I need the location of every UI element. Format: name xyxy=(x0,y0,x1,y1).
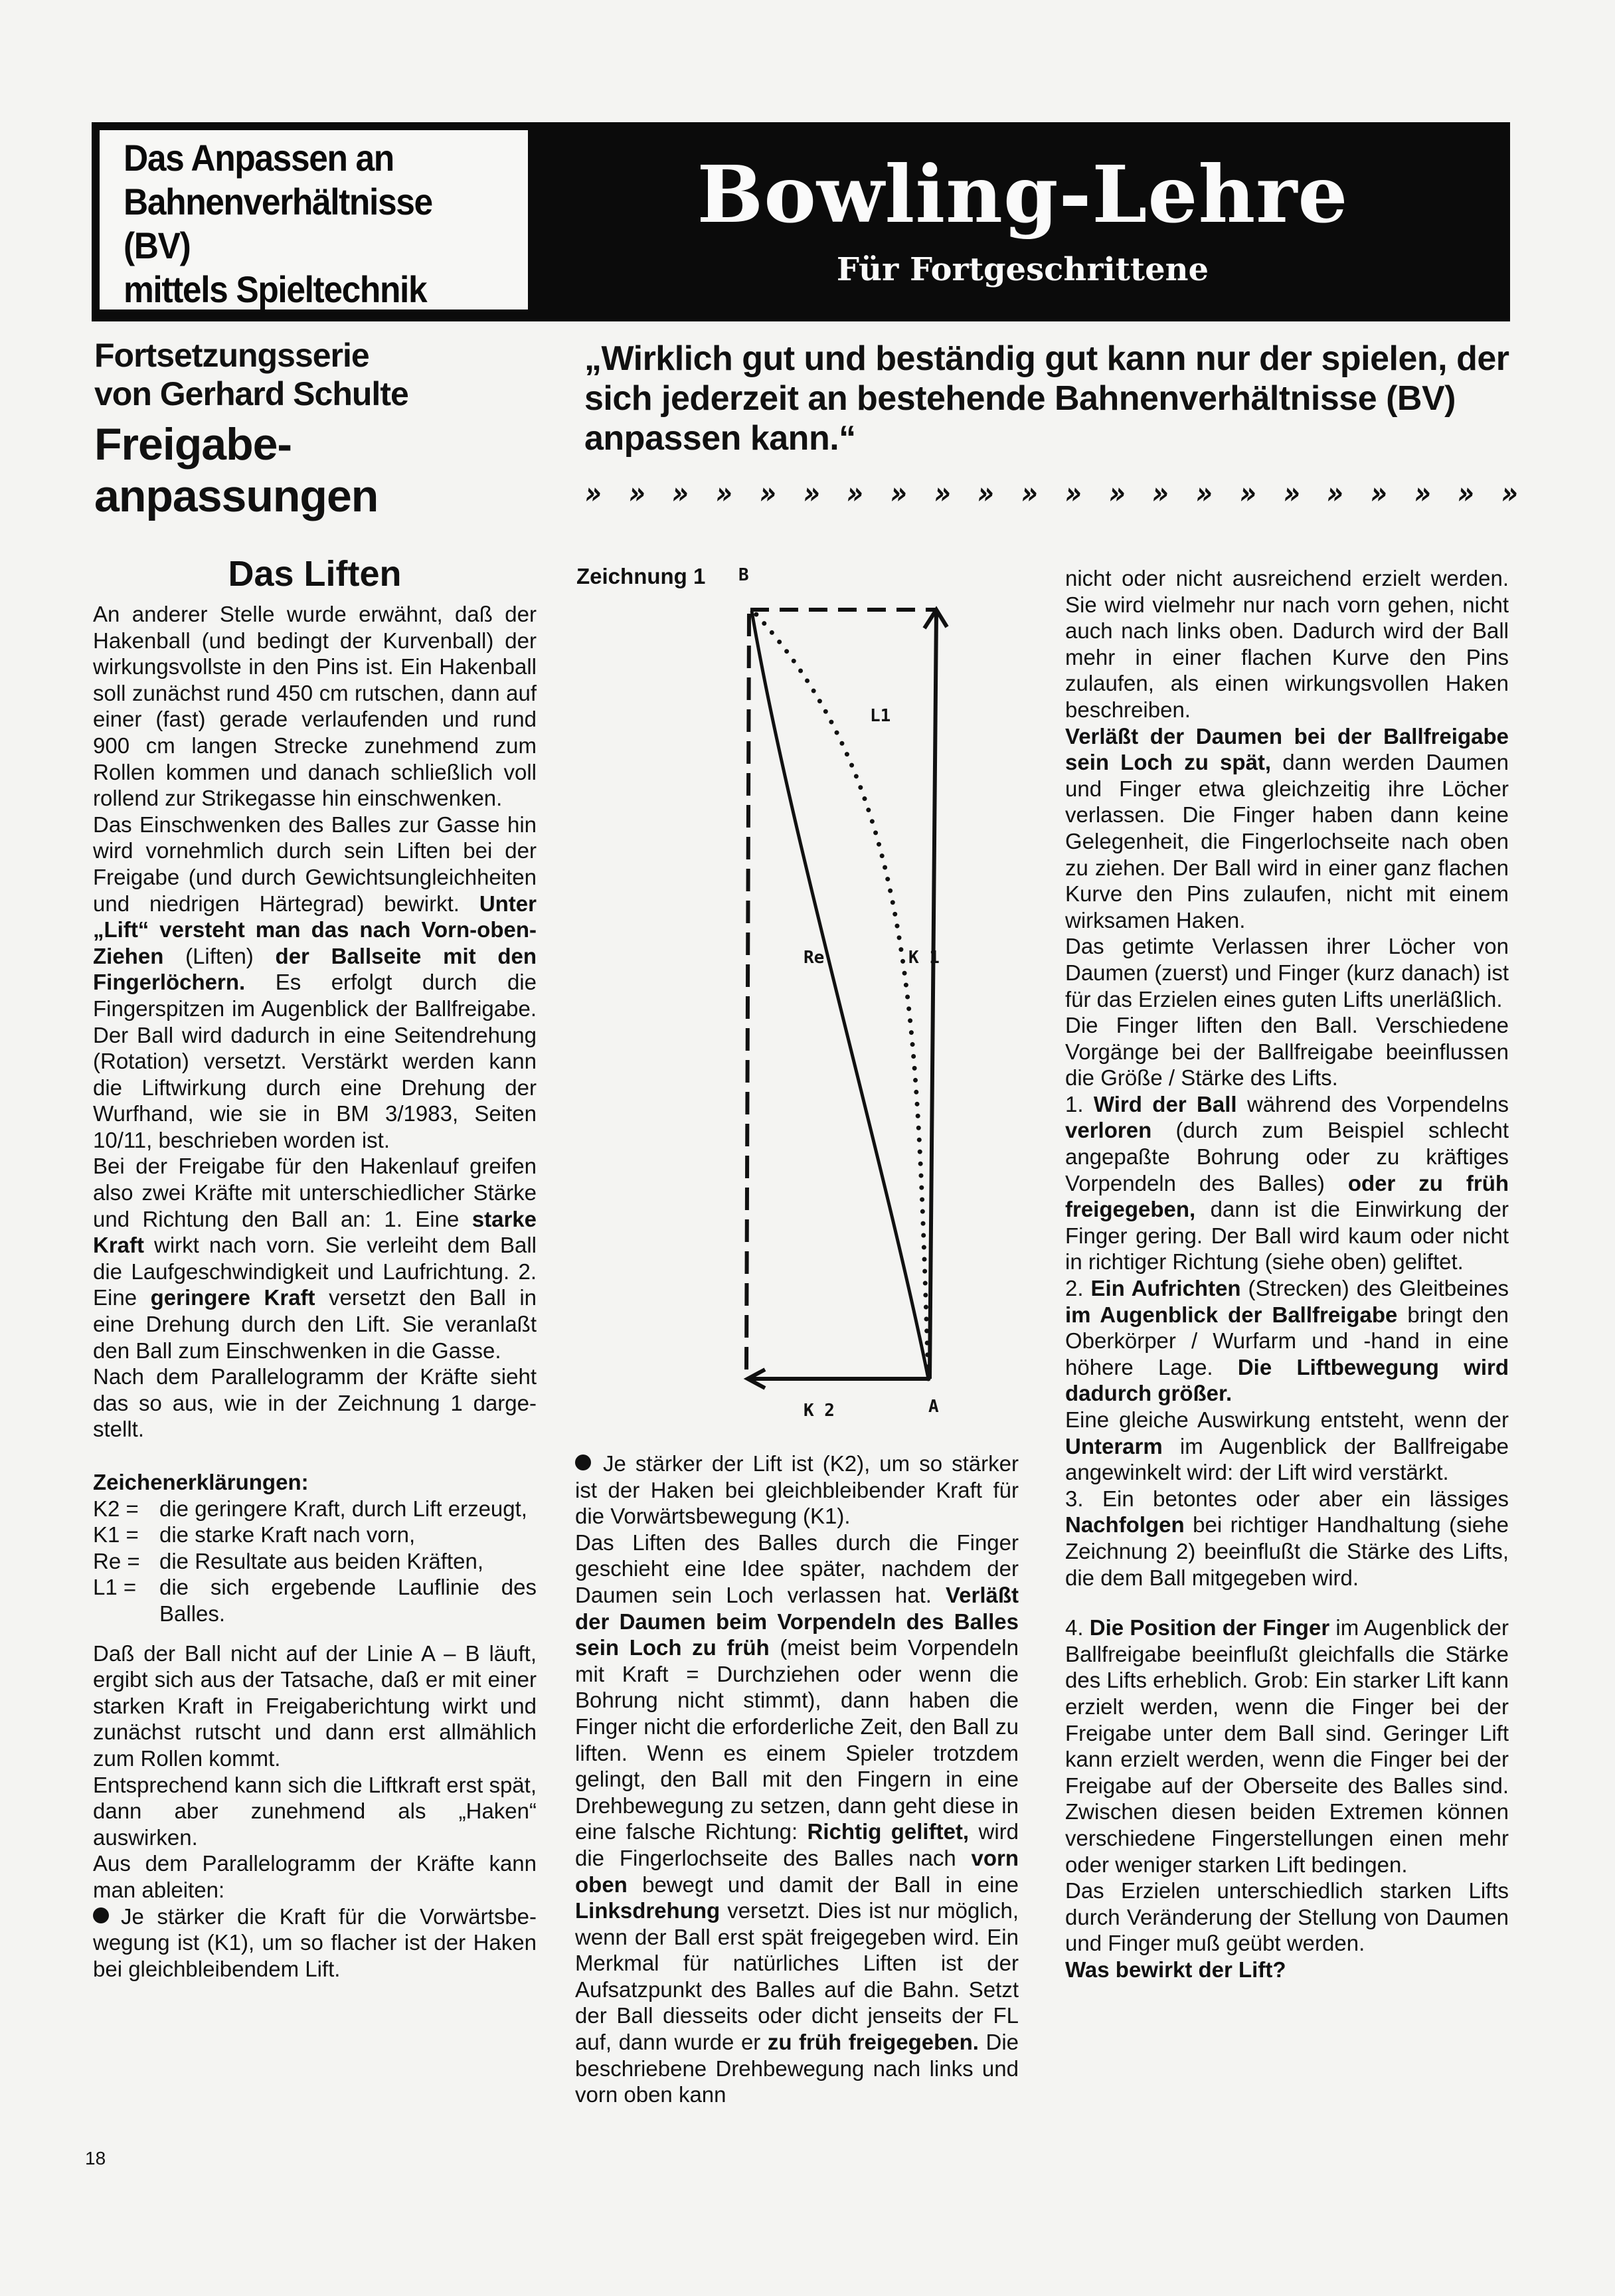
chevron-icon: » xyxy=(843,475,862,511)
bullet-icon xyxy=(93,1907,109,1923)
chevron-divider xyxy=(582,473,1517,513)
chevron-icon: » xyxy=(800,475,818,511)
bold-text: geringere Kraft xyxy=(150,1285,315,1310)
bullet-item xyxy=(575,1451,1019,1530)
text-run: wirkt nach vorn. Sie verleiht dem Ball die Laufgeschwindigkeit und Laufrichtung. 2. Eine xyxy=(93,1233,537,1310)
chevron-icon: » xyxy=(582,475,600,511)
pull-quote: „Wirklich gut und beständig gut kann nur der spielen, der sich jederzeit an bestehende Bahnenverhältnisse (BV) anpassen kann.“ xyxy=(584,339,1509,458)
label-l1: L1 xyxy=(870,706,891,726)
point-b-label: B xyxy=(738,565,749,585)
text-run: während des Vorpendelns xyxy=(1236,1091,1509,1116)
text-run: bei richtiger Handhaltung (siehe Zeichnung 2) beeinflußt die Stärke des Lifts, die dem Ball mitgegeben wird. xyxy=(1065,1512,1509,1590)
text-run: 4. xyxy=(1065,1615,1090,1640)
text-run: (Strecken) des Gleitbeines xyxy=(1240,1276,1509,1301)
header-topic-line: (BV) xyxy=(124,224,191,266)
page-title: Bowling-Lehre xyxy=(697,148,1349,240)
text-run: (meist beim Vorpendeln mit Kraft = Durchziehen oder wenn die Bohrung nicht stimmt), dann haben die Finger nicht die erforderliche Zeit, den Ball zu liften. Wenn es einem Spieler trotzdem gelingt, den Ball mit den Fingern in eine Drehbewegung zu setzen, dann geht diese in eine falsche Richtung: xyxy=(575,1635,1019,1844)
text-run: dann ist die Einwirkung der Finger gering. Der Ball wird kaum oder nicht in richtiger Richtung (siehe oben) geliftet. xyxy=(1065,1197,1509,1275)
chevron-icon: » xyxy=(975,475,993,511)
chevron-icon: » xyxy=(1018,475,1037,511)
chevron-icon: » xyxy=(1411,475,1429,511)
text-run: im Augenblick der Ballfreigabe angewinkelt wird: der Lift wird verstärkt. xyxy=(1065,1433,1509,1485)
column-2 xyxy=(575,1451,1019,2108)
label-k2: K 2 xyxy=(804,1401,835,1421)
text-run: versetzt den Ball in eine Drehung durch den Lift. Sie veranlaßt den Ball zum Einschwenken in die Gasse. xyxy=(93,1285,537,1363)
bold-text: Nachfolgen xyxy=(1065,1512,1185,1538)
header-topic-line: mittels Spieltechnik xyxy=(124,268,427,310)
legend-row xyxy=(93,1574,537,1627)
text-run: Das Einschwenken des Balles zur Gasse hin wird vornehmlich durch sein Liften bei der Freigabe (und durch Gewichtsungleichheiten und niedrigen Härtegrad) bewirkt. xyxy=(93,812,537,916)
chevron-icon: » xyxy=(756,475,774,511)
legend-key: K1 = xyxy=(93,1522,139,1547)
paragraph: nicht oder nicht ausreichend erzielt werden. Sie wird vielmehr nur nach vorn gehen, nicht auch nach links oben. Dadurch wird der Ball mehr in einer flachen Kurve den Pins zulaufen, als einen wirkungsvollen Haken beschreiben. xyxy=(1065,566,1509,722)
text-run: Bei der Freigabe für den Hakenlauf greifen also zwei Kräfte mit unterschiedlicher Stärke und Richtung den Ball an: 1. Eine xyxy=(93,1154,537,1231)
paragraph: Das Erzielen unterschiedlich starken Lifts durch Veränderung der Stellung von Daumen und Finger muß geübt werden. xyxy=(1065,1878,1509,1956)
text-run: Je stärker der Lift ist (K2), um so stärker ist der Haken bei gleichbleibender Kraft für die Vorwärtsbewegung (K1). xyxy=(575,1451,1019,1529)
column-1 xyxy=(93,601,537,1982)
bold-text: der Ballseite mit den Fingerlöchern. xyxy=(93,943,537,995)
series-byline xyxy=(94,336,466,413)
chevron-icon: » xyxy=(931,475,949,511)
topic-line: anpassungen xyxy=(94,471,379,521)
legend-key: L1 = xyxy=(93,1575,137,1600)
bold-text: verloren xyxy=(1065,1118,1152,1143)
chevron-icon: » xyxy=(626,475,643,511)
legend-key: Re = xyxy=(93,1548,140,1573)
paragraph: Daß der Ball nicht auf der Linie A – B läuft, ergibt sich aus der Tatsache, daß er mit einer starken Kraft in Freigaberichtung wirkt und zunächst rutscht und dann erst allmählich zum Rollen kommt. xyxy=(93,1640,537,1771)
text-run: 1. xyxy=(1065,1091,1094,1116)
chevron-icon: » xyxy=(1149,475,1167,511)
legend-row xyxy=(93,1522,537,1548)
chevron-icon: » xyxy=(1236,475,1254,511)
paragraph: An anderer Stelle wurde erwähnt, daß der Hakenball (und bedingt der Kurvenball) der wirkungsvollste in den Pins ist. Ein Hakenball soll zunächst rund 450 cm rutschen, dann auf einer (fast) gerade verlaufenden und rund 900 cm langen Strecke zunehmend zum Rollen kommen und danach schließlich voll rollend zur Strikegasse hin einschwenken. xyxy=(93,602,537,811)
legend-key: K2 = xyxy=(93,1496,139,1521)
series-line: Fortsetzungsserie xyxy=(94,337,369,374)
dashed-left-edge xyxy=(746,614,749,1375)
legend-value: die starke Kraft nach vorn, xyxy=(159,1522,416,1547)
text-run: versetzt. Dies ist nur möglich, wenn der Ball erst spät freigegeben wird. Ein Merkmal für natürliches Liften ist der Aufsatzpunkt des Balles auf die Bahn. Setzt der Ball diesseits oder dicht jenseits der FL auf, dann wurde er xyxy=(575,1898,1019,2055)
paragraph: Das getimte Verlassen ihrer Löcher von Daumen (zuerst) und Finger (kurz danach) ist für das Erzielen eines guten Lifts unerläßlich. xyxy=(1065,934,1509,1012)
header-topic-line: Das Anpassen an xyxy=(124,137,394,179)
column-3 xyxy=(1065,565,1509,1983)
text-run: Eine gleiche Auswirkung entsteht, wenn der xyxy=(1065,1407,1509,1432)
chevron-icon: » xyxy=(1062,475,1080,511)
header-topic-text xyxy=(124,136,490,311)
bold-text: Unterarm xyxy=(1065,1433,1163,1458)
vector-k1 xyxy=(930,611,936,1379)
chevron-icon: » xyxy=(713,475,731,511)
list-item xyxy=(1065,1275,1509,1407)
bullet-icon xyxy=(575,1455,591,1470)
text-run: Es erfolgt durch die Fingerspitzen im Augenblick der Ballfreigabe. Der Ball wird dadurch in eine Seitendrehung (Rotation) versetzt. Verstärkt werden kann die Liftwirkung durch eine Drehung der Wurfhand, wie sie in BM 3/1983, Seiten 10/11, beschrieben worden ist. xyxy=(93,970,537,1152)
paragraph: Die Finger liften den Ball. Verschiedene Vorgänge bei der Ballfreigabe beeinflussen die Größe / Stärke des Lifts. xyxy=(1065,1013,1509,1091)
list-item xyxy=(1065,1091,1509,1275)
bold-text: Verläßt der Daumen bei der Ballfreigabe sein Loch zu spät, xyxy=(1065,723,1509,775)
text-run: Das Liften des Balles durch die Finger geschieht eine Idee später, nachdem der Daumen sein Loch verlassen hat. xyxy=(575,1530,1019,1607)
legend-row xyxy=(93,1496,537,1522)
chevron-icon: » xyxy=(1323,475,1342,511)
text-run: wird die Fingerlochseite des Balles nach xyxy=(575,1819,1019,1870)
figure-label: Zeichnung 1 xyxy=(576,564,706,588)
chevron-icon: » xyxy=(887,475,906,511)
header-topic-line: Bahnenverhältnisse xyxy=(124,181,432,222)
legend-value: die Resultate aus beiden Kräften, xyxy=(159,1548,483,1573)
bold-text: oder zu früh freigegeben, xyxy=(1065,1170,1509,1222)
chevron-icon: » xyxy=(1454,475,1473,511)
point-a-label: A xyxy=(928,1397,939,1417)
section-title: Das Liften xyxy=(228,554,402,594)
page-number: 18 xyxy=(85,2148,106,2168)
text-run: bewegt und damit der Ball in eine xyxy=(627,1872,1019,1897)
text-run: 3. Ein betontes oder aber ein lässiges xyxy=(1065,1486,1509,1511)
bold-text: Linksdrehung xyxy=(575,1898,721,1923)
paragraph xyxy=(1065,1407,1509,1486)
text-run: bringt den Oberkörper / Wurfarm und -hand in eine höhere Lage. xyxy=(1065,1302,1509,1379)
paragraph: Aus dem Parallelogramm der Kräfte kann man ableiten: xyxy=(93,1851,537,1902)
page-subtitle: Für Fortgeschrittene xyxy=(836,251,1209,288)
chevron-icon: » xyxy=(1498,475,1517,511)
text-run: (Liften) xyxy=(163,943,276,968)
chevron-icon: » xyxy=(1280,475,1298,511)
text-run: im Augenblick der Ballfreigabe beeinflußt gleichfalls die Stärke des Lifts erheblich. Grob: Ein starker Lift kann erzielt werden, wenn die Finger bei der Freigabe unter dem Ball sind. Geringer Lift kann erzielt werden, wenn die Finger bei der Freigabe auf der Oberseite des Balles sind. Zwischen diesen beiden Extremen können verschiedene Fingerstellungen einen mehr oder weniger starken Lift bedingen. xyxy=(1065,1615,1509,1877)
bold-text: Die Position der Finger xyxy=(1089,1615,1330,1640)
bold-text: Richtig geliftet, xyxy=(807,1819,970,1844)
legend-value: die geringere Kraft, durch Lift erzeugt, xyxy=(159,1496,527,1521)
label-re: Re xyxy=(804,948,825,968)
chevron-icon: » xyxy=(1106,475,1124,511)
paragraph: Entsprechend kann sich die Liftkraft erst spät, dann aber zunehmend als „Haken“ auswirken. xyxy=(93,1772,537,1850)
chevron-icon: » xyxy=(669,475,687,511)
label-k1: K 1 xyxy=(908,948,940,968)
legend-title: Zeichenerklärungen: xyxy=(93,1470,309,1494)
force-parallelogram-diagram xyxy=(717,558,1009,1435)
bold-text: Was bewirkt der Lift? xyxy=(1065,1957,1286,1982)
bold-text: Unter „Lift“ versteht man das nach Vorn-oben-Ziehen xyxy=(93,891,537,968)
text-run: 2. xyxy=(1065,1276,1091,1301)
subheading xyxy=(1065,1957,1509,1983)
text-run: Die beschriebene Drehbewegung nach links und vorn oben kann xyxy=(575,2030,1019,2107)
bold-text: Die Liftbewegung wird dadurch größer. xyxy=(1065,1354,1509,1406)
paragraph xyxy=(93,1153,537,1364)
legend-value: die sich ergebende Lauflinie des Balles. xyxy=(159,1575,537,1626)
chevron-icon: » xyxy=(1367,475,1386,511)
bold-text: vorn oben xyxy=(575,1845,1019,1897)
article-topic xyxy=(94,418,466,522)
bold-text: Ein Aufrichten xyxy=(1090,1276,1241,1301)
bullet-item xyxy=(93,1903,537,1983)
paragraph xyxy=(575,1530,1019,2108)
bold-text: zu früh freigegeben. xyxy=(767,2030,979,2055)
paragraph: Nach dem Parallelogramm der Kräfte sieht das so aus, wie in der Zeichnung 1 dargestellt. xyxy=(93,1364,537,1442)
paragraph xyxy=(1065,723,1509,934)
bold-text: starke Kraft xyxy=(93,1206,537,1258)
legend-row xyxy=(93,1548,537,1575)
text-run: dann werden Daumen und Finger etwa gleichzeitig ihre Löcher verlassen. Die Finger haben dann keine Gelegenheit, die Fingerlochseite nach oben zu ziehen. Der Ball wird in einer ganz flachen Kurve den Pins zulaufen, nicht mit einem wirksamen Haken. xyxy=(1065,750,1509,932)
text-run: (durch zum Beispiel schlecht angepaßte Bohrung oder zu kräftiges Vorpendeln des Balles) xyxy=(1065,1118,1509,1195)
bold-text: Wird der Ball xyxy=(1093,1091,1237,1116)
bold-text: Verläßt der Daumen beim Vorpendeln des Balles sein Loch zu früh xyxy=(575,1582,1019,1660)
chevron-icon: » xyxy=(1193,475,1211,511)
list-item xyxy=(1065,1486,1509,1591)
bold-text: im Augenblick der Ballfreigabe xyxy=(1065,1302,1398,1327)
paragraph xyxy=(93,812,537,1154)
list-item xyxy=(1065,1615,1509,1878)
topic-line: Freigabe- xyxy=(94,419,292,470)
text-run: Je stärker die Kraft für die Vorwärtsbewegung ist (K1), um so flacher ist der Haken bei gleichbleibendem Lift. xyxy=(93,1903,537,1981)
author-line: von Gerhard Schulte xyxy=(94,375,408,412)
vector-resultant xyxy=(752,611,928,1379)
